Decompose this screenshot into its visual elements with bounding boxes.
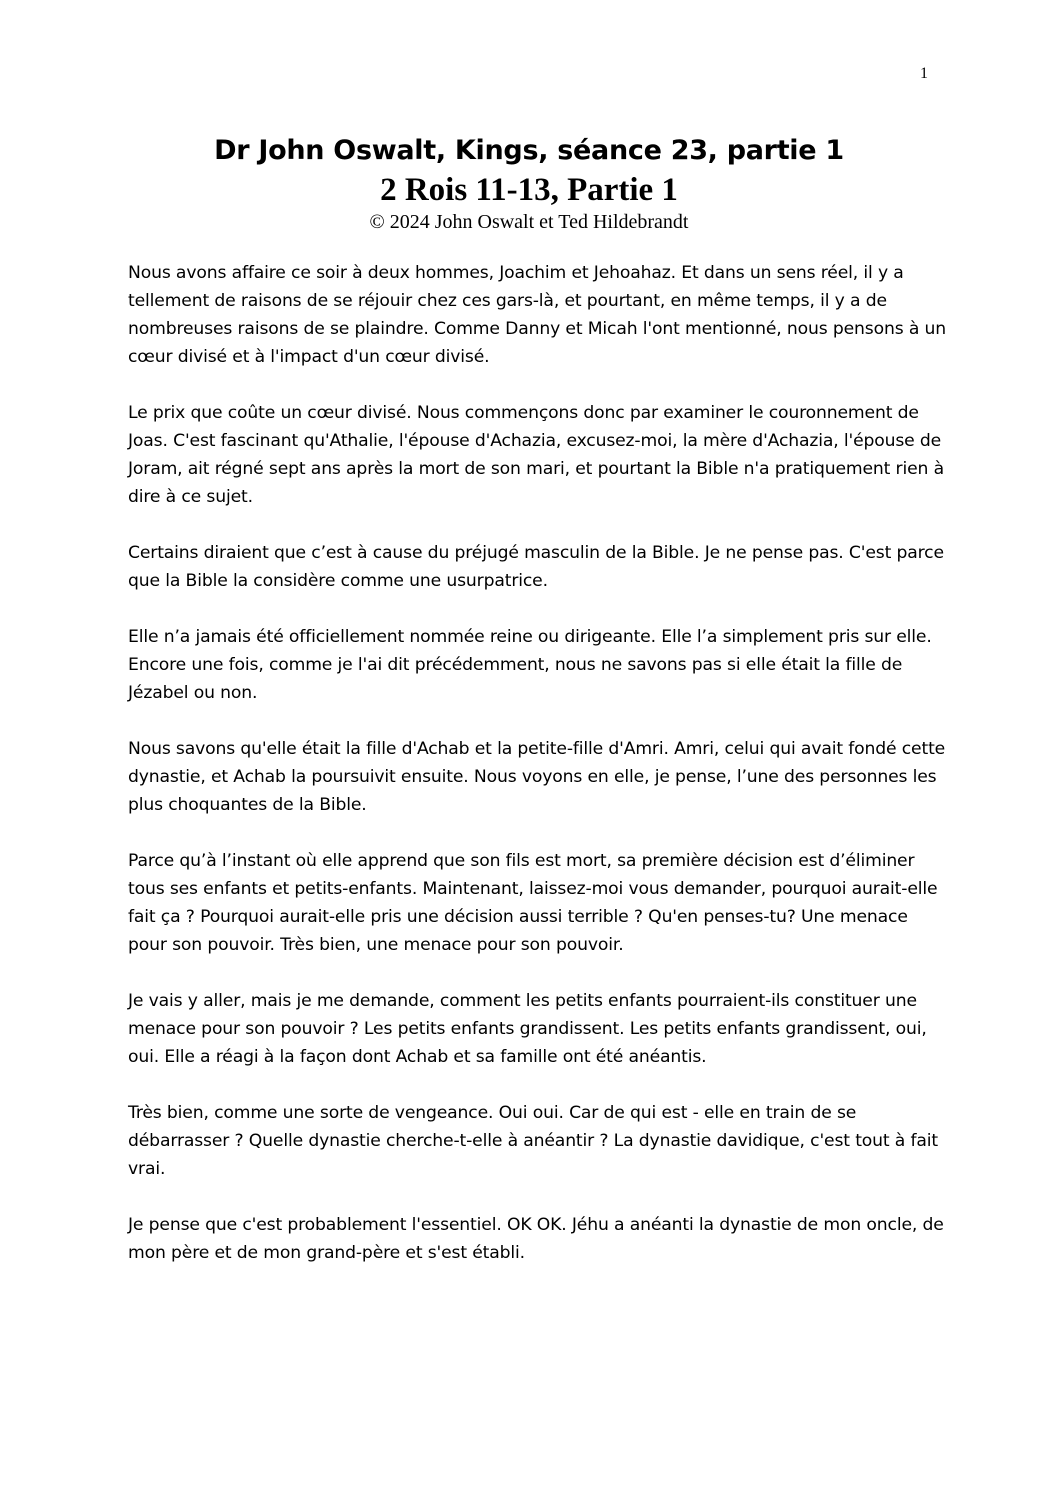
paragraph: Parce qu’à l’instant où elle apprend que son fils est mort, sa première décision est d’éliminer tous ses enfants et petits-enfants. Maintenant, laissez-moi vous demander, pourquoi aurait-elle fait ça ? Pourquoi aurait-elle pris une décision aussi terrible ? Qu'en penses-tu? Une menace pour son pouvoir. Très bien, une menace pour son pouvoir. bbox=[128, 851, 938, 955]
document-header bbox=[0, 132, 1058, 234]
document-title: Dr John Oswalt, Kings, séance 23, partie 1 bbox=[214, 135, 844, 166]
paragraph: Je vais y aller, mais je me demande, comment les petits enfants pourraient-ils constituer une menace pour son pouvoir ? Les petits enfants grandissent. Les petits enfants grandissent, oui, oui. Elle a réagi à la façon dont Achab et sa famille ont été anéantis. bbox=[128, 991, 927, 1067]
paragraph: Très bien, comme une sorte de vengeance. Oui oui. Car de qui est - elle en train de se débarrasser ? Quelle dynastie cherche-t-elle à anéantir ? La dynastie davidique, c'est tout à fait vrai. bbox=[128, 1103, 938, 1179]
copyright-notice: © 2024 John Oswalt et Ted Hildebrandt bbox=[369, 211, 689, 233]
paragraph: Je pense que c'est probablement l'essentiel. OK OK. Jéhu a anéanti la dynastie de mon oncle, de mon père et de mon grand-père et s'est établi. bbox=[128, 1215, 944, 1263]
document-subtitle: 2 Rois 11-13, Partie 1 bbox=[380, 172, 678, 208]
paragraph: Nous avons affaire ce soir à deux hommes, Joachim et Jehoahaz. Et dans un sens réel, il y a tellement de raisons de se réjouir chez ces gars-là, et pourtant, en même temps, il y a de nombreuses raisons de se plaindre. Comme Danny et Micah l'ont mentionné, nous pensons à un cœur divisé et à l'impact d'un cœur divisé. bbox=[128, 263, 946, 367]
paragraph: Elle n’a jamais été officiellement nommée reine ou dirigeante. Elle l’a simplement pris sur elle. Encore une fois, comme je l'ai dit précédemment, nous ne savons pas si elle était la fille de Jézabel ou non. bbox=[128, 627, 932, 703]
paragraph: Nous savons qu'elle était la fille d'Achab et la petite-fille d'Amri. Amri, celui qui avait fondé cette dynastie, et Achab la poursuivit ensuite. Nous voyons en elle, je pense, l’une des personnes les plus choquantes de la Bible. bbox=[128, 739, 946, 815]
paragraph: Certains diraient que c’est à cause du préjugé masculin de la Bible. Je ne pense pas. C'est parce que la Bible la considère comme une usurpatrice. bbox=[128, 543, 944, 591]
page-number: 1 bbox=[920, 65, 928, 82]
paragraph: Le prix que coûte un cœur divisé. Nous commençons donc par examiner le couronnement de Joas. C'est fascinant qu'Athalie, l'épouse d'Achazia, excusez-moi, la mère d'Achazia, l'épouse de Joram, ait régné sept ans après la mort de son mari, et pourtant la Bible n'a pratiquement rien à dire à ce sujet. bbox=[128, 403, 944, 507]
document-body bbox=[128, 259, 948, 1295]
